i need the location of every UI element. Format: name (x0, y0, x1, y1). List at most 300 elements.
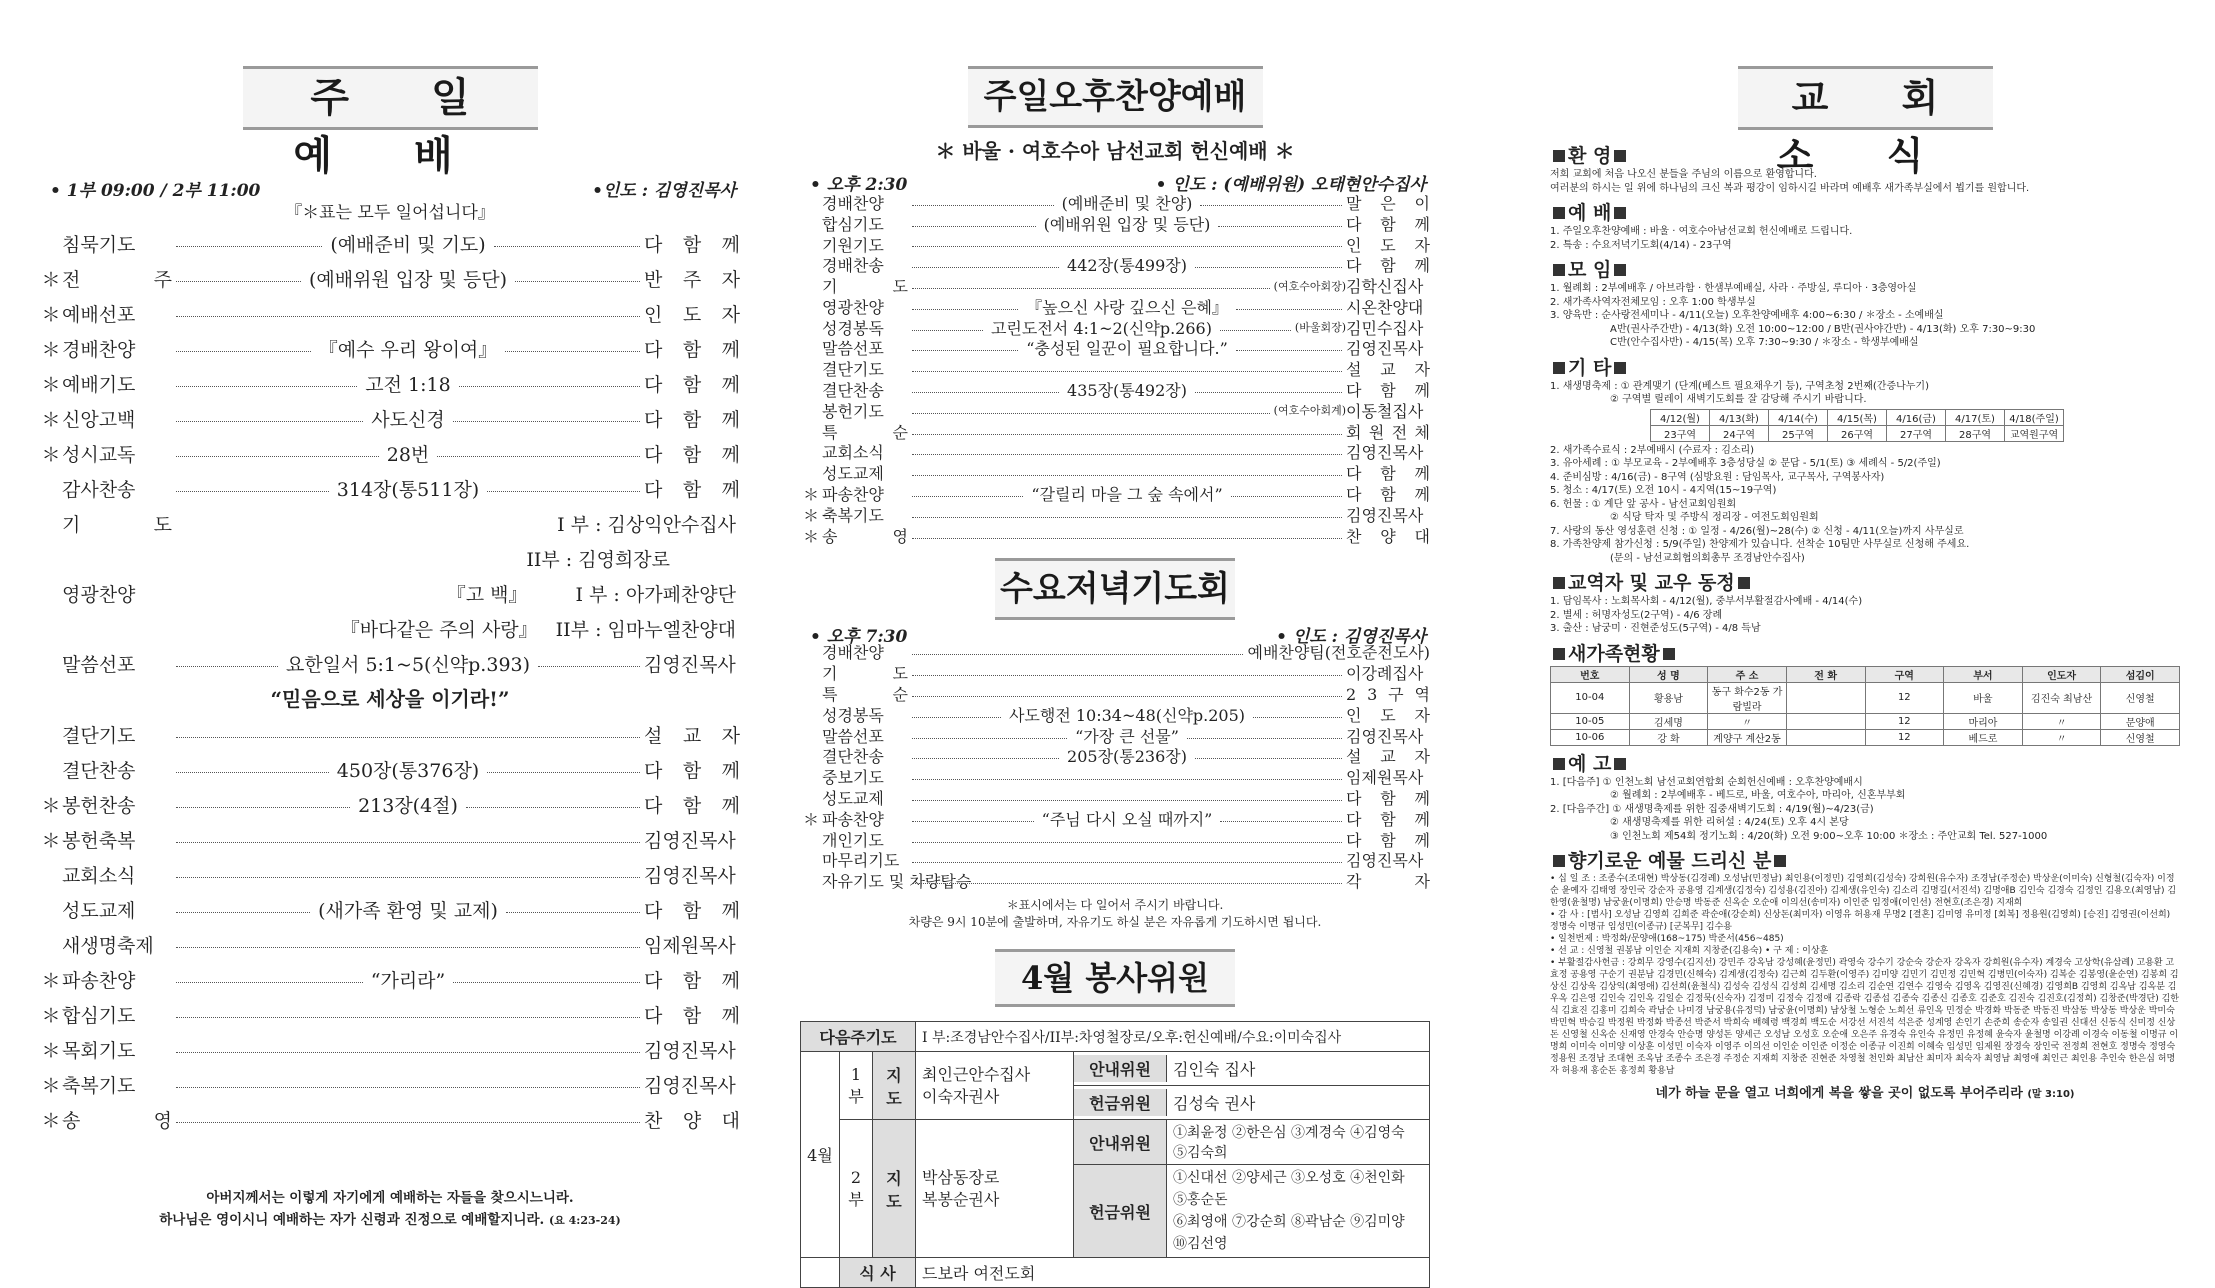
order-label: 성도교제 (822, 464, 884, 484)
order-person: 김영진목사 (1346, 505, 1424, 525)
news-line: 1. 담임목사 : 노회목사회 - 4/12(월), 중부서부활절감사예배 - 4/14(수) (1550, 596, 1863, 607)
table-cell: 바울 (1944, 682, 2023, 713)
order-person: 다 함 께 (644, 479, 741, 501)
sunday-order-list (40, 226, 740, 506)
standing-mark: ＊ (41, 970, 61, 992)
order-row (800, 275, 1430, 296)
table-cell: 4/12(월) (1651, 409, 1710, 425)
order-content: “충성된 일꾼이 필요합니다.” (1026, 339, 1228, 359)
news-line: 1. 새생명축제 : ① 관계맺기 (단계(베스트 필요채우기 등), 구역초청 2번째(간증나누기) (1550, 380, 1929, 392)
order-row (800, 234, 1430, 255)
order-person: 이강례집사 (1346, 664, 1424, 684)
order-content: “가장 큰 선물” (1075, 726, 1179, 746)
order-label: 기원기도 (822, 235, 884, 255)
prayer-label: 기 도 (62, 514, 172, 536)
order-label: 송 영 (822, 526, 908, 546)
newfamily-heading: 새가족현황 (1550, 642, 2180, 666)
table-cell: 〃 (2022, 713, 2101, 729)
meal-label: 식 사 (840, 1258, 916, 1288)
order-person: 인 도 자 (1346, 235, 1430, 255)
afternoon-order-list (800, 192, 1430, 546)
table-cell: 섬김이 (2101, 666, 2180, 682)
order-content: 435장(통492장) (1067, 381, 1187, 401)
table-cell: 10-04 (1551, 682, 1630, 713)
sunday-leader: •인도 : 김영진목사 (592, 181, 736, 201)
order-content: 사도행전 10:34~48(신약p.205) (1008, 705, 1246, 725)
order-person: 다 함 께 (644, 339, 740, 361)
order-row (40, 401, 740, 436)
table-cell: 김세명 (1629, 713, 1708, 729)
order-person: 다 함 께 (644, 374, 741, 396)
news-line: 5. 청소 : 4/17(토) 오전 10시 - 4지역(15~19구역) (1550, 485, 1777, 496)
order-row (40, 717, 740, 752)
order-person: 다 함 께 (1346, 464, 1430, 484)
table-cell: 강 화 (1629, 729, 1708, 745)
standing-mark: ＊ (802, 505, 819, 525)
table-cell: 12 (1865, 713, 1944, 729)
order-row (40, 296, 740, 331)
duty-guide-2: 박삼동장로 복봉순권사 (916, 1120, 1074, 1258)
standing-mark: ＊ (41, 339, 61, 361)
order-label: 전 주 (62, 269, 172, 291)
order-label: 말씀선포 (822, 339, 884, 359)
prayer-row-2 (40, 541, 740, 576)
standing-mark: ＊ (41, 374, 61, 396)
order-person: 김영진목사 (1346, 851, 1424, 871)
table-cell (1786, 729, 1865, 745)
table-cell: 〃 (1708, 713, 1787, 729)
table-cell: 10-05 (1551, 713, 1630, 729)
usher-2: ①최윤정 ②한은심 ③계경숙 ④김영숙 ⑤김숙희 (1173, 1125, 1405, 1162)
table-cell: 계양구 계산2동 (1708, 729, 1787, 745)
sunday-time: • 1부 09:00 / 2부 11:00 (50, 181, 261, 201)
table-cell: 27구역 (1887, 425, 1946, 441)
order-row (800, 421, 1430, 442)
news-footer: 네가 하늘 문을 열고 너희에게 복을 쌓을 곳이 없도록 부어주리라 (1655, 1086, 2023, 1101)
order-person: 회 원 전 체 (1346, 422, 1430, 442)
news-line: 2. 특송 : 수요저녁기도회(4/14) - 23구역 (1550, 239, 1732, 251)
standing-mark: ＊ (41, 1005, 61, 1027)
sunday-order-list-2 (40, 717, 740, 1137)
order-person: 다 함 께 (1346, 485, 1431, 505)
table-cell: 25구역 (1769, 425, 1828, 441)
order-person: 김영진목사 (1346, 726, 1424, 746)
order-content: 고린도전서 4:1~2(신약p.266) (990, 318, 1212, 338)
newfamily-table (1550, 666, 2180, 746)
wednesday-title: 수요저녁기도회 (995, 558, 1235, 620)
order-label: 영광찬양 (822, 297, 884, 317)
order-row (40, 857, 740, 892)
order-row (800, 746, 1430, 767)
order-row (800, 870, 1430, 891)
order-note: (바울회장) (1294, 321, 1346, 335)
staff-heading: 교역자 및 교우 동정 (1550, 571, 2180, 595)
order-label: 자유기도 및 차량탑승 (822, 872, 972, 892)
order-label: 목회기도 (62, 1040, 136, 1062)
order-label: 합심기도 (62, 1005, 136, 1027)
order-person: 다 함 께 (644, 444, 740, 466)
order-row (800, 808, 1430, 829)
meal-value: 드보라 여전도회 (916, 1258, 1430, 1288)
table-cell: 12 (1865, 729, 1944, 745)
order-person: 임제원목사 (1346, 768, 1424, 788)
news-line: 2. 새가족사역자전체모임 : 오후 1:00 학생부실 (1550, 296, 1756, 308)
table-cell: 4/15(목) (1828, 409, 1887, 425)
order-label: 성경봉독 (822, 705, 884, 725)
table-cell: 전 화 (1786, 666, 1865, 682)
order-row (800, 525, 1430, 546)
news-line: 2. 별세 : 허명자성도(2구역) - 4/6 장례 (1550, 609, 1723, 621)
wednesday-note-1: ＊표시에서는 다 일어서 주시기 바랍니다. (1006, 898, 1224, 913)
order-row (40, 261, 740, 296)
choir-row (40, 576, 740, 611)
offering-2a: ①신대선 ②양세근 ③오성호 ④천인화 ⑤홍순돈 (1173, 1170, 1405, 1209)
order-label: 특 순 (822, 685, 908, 705)
standing-mark: ＊ (41, 1040, 61, 1062)
table-cell (1786, 682, 1865, 713)
table-cell: 교역원구역 (2005, 425, 2064, 441)
choir-song-2: 『바다같은 주의 사랑』 (340, 619, 538, 641)
news-line: 1. 월례회 : 2부예배후 / 아브라함 · 한샘부예배실, 사라 · 주방실, 루디아 · 3층영아실 (1550, 283, 1917, 294)
worship-heading: 예 배 (1550, 201, 2180, 225)
order-content: 314장(통511장) (336, 479, 480, 501)
standing-mark: ＊ (41, 1075, 61, 1097)
table-cell: 〃 (2022, 729, 2101, 745)
sermon-title: “믿음으로 세상을 이기라!” (270, 687, 510, 711)
order-person: 김영진목사 (644, 830, 736, 852)
order-label: 침묵기도 (62, 234, 136, 256)
news-line: 2. 새가족수료식 : 2부예배시 (수료자 : 김소리) (1550, 444, 1755, 456)
table-cell: 베드로 (1944, 729, 2023, 745)
order-label: 결단기도 (822, 360, 884, 380)
order-row (40, 1067, 740, 1102)
order-row (40, 997, 740, 1032)
order-label: 봉헌찬송 (62, 795, 136, 817)
standing-mark: ＊ (41, 830, 61, 852)
standing-mark: ＊ (802, 485, 819, 505)
order-row (40, 366, 740, 401)
meeting-text (1550, 282, 2180, 350)
prayer-leader-1: I 부 : 김상익안수집사 (557, 514, 736, 536)
news-line: C반(안수집사반) - 4/15(목) 오후 7:30~9:30 / ＊장소 - 학생부예배실 (1610, 337, 1919, 348)
order-label: 송 영 (62, 1110, 172, 1132)
order-person: 각 자 (1346, 872, 1430, 892)
table-cell: 24구역 (1710, 425, 1769, 441)
order-row (800, 766, 1430, 787)
order-row (40, 471, 740, 506)
order-row (800, 704, 1430, 725)
order-row (40, 1102, 740, 1137)
order-label: 경배찬양 (62, 339, 136, 361)
order-label: 결단찬송 (822, 747, 884, 767)
order-row (800, 642, 1430, 663)
order-label: 봉헌기도 (822, 401, 884, 421)
table-cell: 26구역 (1828, 425, 1887, 441)
standing-note: 『＊표는 모두 일어섭니다』 (285, 203, 495, 223)
staff-text (1550, 595, 2180, 636)
duty-title: 4월 봉사위원 (995, 949, 1235, 1007)
table-cell: 10-06 (1551, 729, 1630, 745)
order-person: 설 교 자 (1346, 747, 1430, 767)
order-label: 경배찬양 (822, 643, 884, 663)
order-label: 예배선포 (62, 304, 136, 326)
order-person: 시온찬양대 (1346, 297, 1424, 317)
duty-part-1: 1부 (840, 1052, 873, 1120)
offering-1: 김성숙 권사 (1173, 1094, 1256, 1114)
order-row (800, 213, 1430, 234)
order-label: 성시교독 (62, 444, 136, 466)
order-person: 다 함 께 (1346, 809, 1431, 829)
afternoon-leader: • 인도 : (예배위원) 오태현안수집사 (1155, 175, 1426, 195)
next-week-value: I 부:조경남안수집사/II부:차영철장로/오후:헌신예배/수요:이미숙집사 (916, 1022, 1430, 1052)
standing-mark: ＊ (41, 409, 61, 431)
order-person: 김영진목사 (644, 865, 736, 887)
news-line: 3. 유아세례 : ① 부모교육 - 2부예배후 3층성당실 ② 문답 - 5/1(토) ③ 세례식 - 5/2(주일) (1550, 458, 1941, 469)
order-label: 중보기도 (822, 768, 884, 788)
order-content: (예배위원 입장 및 등단) (308, 269, 508, 291)
etc-text-bottom (1550, 444, 2180, 566)
order-person: 다 함 께 (1346, 214, 1431, 234)
news-line: 6. 헌물 : ① 계단 앞 공사 - 남선교회임원회 (1550, 498, 1737, 510)
order-row (800, 400, 1430, 421)
order-row (800, 504, 1430, 525)
etc-heading: 기 타 (1550, 356, 2180, 380)
order-label: 신앙고백 (62, 409, 136, 431)
order-label: 기 도 (822, 664, 908, 684)
order-row (800, 296, 1430, 317)
order-row (800, 192, 1430, 213)
order-label: 파송찬양 (822, 485, 884, 505)
order-content: 205장(통236장) (1067, 747, 1187, 767)
order-person: 설 교 자 (644, 725, 740, 747)
news-line: (문의 - 남선교회협의회총무 조경남안수집사) (1610, 552, 1805, 564)
table-cell: 동구 화수2동 가람빌라 (1708, 682, 1787, 713)
order-label: 파송찬양 (62, 970, 136, 992)
sermon-preacher: 김영진목사 (644, 654, 736, 676)
duty-part-2: 2부 (840, 1120, 873, 1258)
news-line: ② 식당 탁자 및 주방식 정리장 - 여전도회임원회 (1610, 512, 1819, 523)
table-cell (1786, 713, 1865, 729)
order-person: 다 함 께 (1346, 789, 1430, 809)
offering-2b: ⑥최영애 ⑦강순희 ⑧곽남순 ⑨김미양 ⑩김선영 (1173, 1214, 1405, 1253)
wednesday-order-list (800, 642, 1430, 892)
order-content: 『높으신 사랑 깊으신 은혜』 (1026, 297, 1228, 317)
sunday-footer-ref: (요 4:23-24) (548, 1214, 621, 1227)
notice-text (1550, 776, 2180, 844)
usher-1: 김인숙 집사 (1173, 1060, 1256, 1080)
table-cell: 4/18(주일) (2005, 409, 2064, 425)
order-person: 임제원목사 (644, 935, 736, 957)
news-line: 8. 가족찬양제 참가신청 : 5/9(주일) 찬양제가 있습니다. 선착순 10팀만 사무실로 신청해 주세요. (1550, 539, 1970, 550)
order-row (800, 379, 1430, 400)
standing-mark: ＊ (41, 304, 61, 326)
table-cell: 구역 (1865, 666, 1944, 682)
order-person: 다 함 께 (644, 234, 741, 256)
meeting-heading: 모 임 (1550, 258, 2180, 282)
table-cell: 23구역 (1651, 425, 1710, 441)
choir-song-1: 『고 백』 (446, 584, 528, 606)
news-line: 저희 교회에 처음 나오신 분들을 주님의 이름으로 환영합니다. (1550, 169, 1817, 180)
worship-text (1550, 225, 2180, 252)
order-content: “주님 다시 오실 때까지” (1041, 809, 1213, 829)
notice-heading: 예 고 (1550, 752, 2180, 776)
order-content: 『예수 우리 왕이여』 (318, 339, 498, 361)
order-row (800, 725, 1430, 746)
news-column (1550, 0, 2180, 1240)
afternoon-subtitle: ＊ 바울 · 여호수아 남선교회 헌신예배 ＊ (935, 139, 1295, 163)
order-content: 450장(통376장) (336, 760, 480, 782)
order-label: 새생명축제 (62, 935, 154, 957)
order-person: 김영진목사 (1346, 339, 1424, 359)
order-label: 결단기도 (62, 725, 136, 747)
order-person: 말 은 이 (1346, 193, 1431, 213)
sunday-footer-2: 하나님은 영이시니 예배하는 자가 신령과 진정으로 예배할지니라. (159, 1212, 545, 1228)
order-row (800, 338, 1430, 359)
news-line: • 선 교 : 신영철 권봉남 이인순 지재희 지창준(김용숙) • 구 제 : 이상훈 (1550, 946, 1829, 956)
duty-guide-label-2: 지도 (873, 1120, 916, 1258)
order-row (40, 892, 740, 927)
order-row (800, 483, 1430, 504)
order-person: 다 함 께 (1346, 830, 1430, 850)
order-label: 기 도 (822, 277, 908, 297)
order-label: 성경봉독 (822, 318, 884, 338)
table-cell: 인도자 (2022, 666, 2101, 682)
order-person: 다 함 께 (1346, 256, 1430, 276)
news-line: 1. [다음주] ① 인천노회 남선교회연합회 순회헌신예배 : 오후찬양예배시 (1550, 776, 1863, 788)
order-content: (예배준비 및 기도) (330, 234, 486, 256)
afternoon-time: • 오후 2:30 (810, 175, 908, 195)
order-row (40, 1032, 740, 1067)
news-line: ② 월례회 : 2부예배후 - 베드로, 바울, 여호수아, 마리아, 신혼부부회 (1610, 790, 1906, 801)
standing-mark: ＊ (802, 809, 819, 829)
order-person: 반 주 자 (644, 269, 741, 291)
afternoon-column (800, 0, 1431, 1284)
order-person: 다 함 께 (644, 760, 741, 782)
order-content: 28번 (386, 444, 430, 466)
duty-guide-1: 최인근안수집사 이숙자권사 (916, 1052, 1074, 1120)
table-row (1551, 713, 2180, 729)
news-line: 2. [다음주간] ① 새생명축제를 위한 집중새벽기도회 : 4/19(월)~4/23(금) (1550, 803, 1874, 815)
order-person: 다 함 께 (644, 795, 741, 817)
offering-text (1550, 873, 2180, 1077)
order-content: “갈릴리 마을 그 숲 속에서” (1031, 485, 1223, 505)
order-content: 213장(4절) (358, 795, 458, 817)
table-cell: 부서 (1944, 666, 2023, 682)
order-row (800, 254, 1430, 275)
prayer-leader-2: II부 : 김영희장로 (526, 549, 670, 571)
order-row (800, 462, 1430, 483)
standing-mark: ＊ (41, 795, 61, 817)
sunday-worship-column (40, 0, 740, 1240)
sunday-footer-1: 아버지께서는 이렇게 자기에게 예배하는 자들을 찾으시느니라. (206, 1190, 574, 1206)
sermon-row (40, 646, 740, 681)
news-line: • 감 사 : [범사] 오성남 김영희 김희준 곽순애(강순희) 신상돈(최미자) 이영유 허용재 무명2 [결혼] 김미영 유미정 [회복] 정용원(김영희) [승진] 김영권(이선희) 정명숙 이명규 임성민(이종규) [군복무] 김수용 (1550, 910, 2171, 932)
table-cell: 12 (1865, 682, 1944, 713)
wednesday-time: • 오후 7:30 (810, 626, 908, 647)
duty-month: 4월 (801, 1052, 840, 1258)
relay-prayer-table (1650, 409, 2064, 442)
order-label: 성도교제 (822, 789, 884, 809)
choir-team-1: I 부 : 아가페찬양단 (575, 584, 736, 606)
order-label: 예배기도 (62, 374, 136, 396)
order-label: 교회소식 (822, 443, 884, 463)
order-row (800, 850, 1430, 871)
order-note: (여호수아회장) (1273, 279, 1346, 293)
order-person: 인 도 자 (1346, 705, 1430, 725)
choir-team-2: II부 : 임마누엘찬양대 (555, 619, 736, 641)
order-content: (예배준비 및 찬양) (1061, 193, 1193, 213)
order-label: 파송찬양 (822, 809, 884, 829)
table-row (1551, 682, 2180, 713)
order-row (40, 226, 740, 261)
table-cell: 4/16(금) (1887, 409, 1946, 425)
order-person: 인 도 자 (644, 304, 740, 326)
order-label: 축복기도 (62, 1075, 136, 1097)
order-person: 찬 양 대 (1346, 526, 1430, 546)
table-cell: 4/14(수) (1769, 409, 1828, 425)
news-title: 교 회 소 식 (1738, 66, 1993, 130)
order-row (40, 927, 740, 962)
wednesday-note-2: 차량은 9시 10분에 출발하며, 자유기도 하실 분은 자유롭게 기도하시면 됩니다. (908, 915, 1322, 930)
offering-label-2: 헌금위원 (1074, 1165, 1167, 1257)
order-row (800, 683, 1430, 704)
duty-table (800, 1021, 1430, 1288)
order-person: 다 함 께 (644, 900, 740, 922)
table-cell: 주 소 (1708, 666, 1787, 682)
news-line: ② 구역별 릴레이 새벽기도회를 잘 감당해 주시기 바랍니다. (1610, 394, 1867, 405)
order-row (40, 787, 740, 822)
order-label: 감사찬송 (62, 479, 136, 501)
order-person: 김민수집사 (1346, 318, 1424, 338)
order-content: “가리라” (370, 970, 446, 992)
order-label: 합심기도 (822, 214, 884, 234)
standing-mark: ＊ (802, 526, 819, 546)
order-note: (여호수아회계) (1273, 404, 1346, 418)
order-row (40, 331, 740, 366)
order-person: 설 교 자 (1346, 360, 1430, 380)
order-label: 말씀선포 (822, 726, 884, 746)
order-content: (새가족 환영 및 교제) (318, 900, 498, 922)
standing-mark: ＊ (41, 1110, 61, 1132)
order-person: 다 함 께 (644, 970, 740, 992)
next-week-label: 다음주기도 (801, 1022, 916, 1052)
news-line: • 십 일 조 : 조종수(조대현) 박상동(김경례) 오성남(민정남) 최인용(이정민) 김영희(김성숙) 강희원(유수자) 조경남(주정순) 박상운(이미숙) 신형철(김숙자) 이정순 윤예자 김태영 장인국 강순자 공용영 김계생(김정숙) 김성용(김진아) 김제생(유인숙) 김소리 김명길(서진석) 김명애B 김인숙 김경숙 김정인 김용오(최영남) 김한영(윤철명) 남궁윤(이명희) 안승명 박동준 신옥순 오순애 이의선(송미자) 이인준 임정애(이인선) 전현호(조은경) 지재희 (1550, 874, 2177, 908)
order-label: 경배찬양 (822, 193, 884, 213)
order-row (800, 787, 1430, 808)
order-row (800, 317, 1430, 338)
order-content: 고전 1:18 (365, 374, 451, 396)
news-line: 3. 출산 : 남궁미 · 진현준성도(5구역) - 4/8 득남 (1550, 623, 1761, 634)
order-label: 결단찬송 (822, 381, 884, 401)
order-content: 사도신경 (371, 409, 445, 431)
news-line: 1. 주일오후찬양예배 : 바울 · 여호수아남선교회 헌신예배로 드립니다. (1550, 226, 1853, 237)
order-label: 교회소식 (62, 865, 136, 887)
prayer-row (40, 506, 740, 541)
order-label: 경배찬송 (822, 256, 884, 276)
order-person: 예배찬양팀(전호준전도사) (1247, 643, 1430, 663)
order-label: 마무리기도 (822, 851, 900, 871)
order-label: 성도교제 (62, 900, 136, 922)
table-cell: 번호 (1551, 666, 1630, 682)
order-label: 개인기도 (822, 830, 884, 850)
order-person: 이동철집사 (1346, 401, 1424, 421)
standing-mark: ＊ (41, 444, 61, 466)
choir-row-2 (40, 611, 740, 646)
table-cell: 4/13(화) (1710, 409, 1769, 425)
order-content: (예배위원 입장 및 등단) (1043, 214, 1211, 234)
table-cell: 신영철 (2101, 682, 2180, 713)
news-line: 7. 사랑의 동산 영성훈련 신청 : ① 일정 - 4/26(월)~28(수) ② 신청 - 4/11(오늘)까지 사무실로 (1550, 525, 1964, 537)
